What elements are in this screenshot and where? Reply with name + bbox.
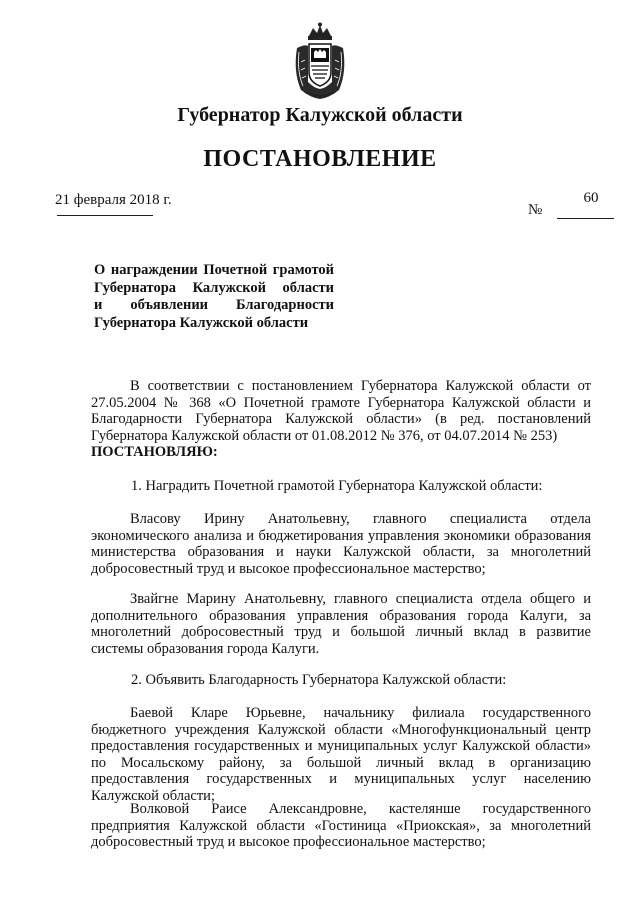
thanks-paragraph: Волковой Раисе Александровне, кастелянше государственного предприятия Калужской области «Гостиница «Приокская», за многолетний добросовестный труд и высокое профессиональное мастерство; (91, 801, 591, 851)
document-number: 60 (583, 190, 599, 206)
award-paragraph: Звайгне Марину Анатольевну, главного специалиста отдела общего и дополнительного образования управления образования города Калуги, за многолетний добросовестный труд и большой личный вклад в развитие системы образования города Калуги. (91, 591, 591, 657)
award-paragraph: Власову Ирину Анатольевну, главного специалиста отдела экономического анализа и бюджетирования управления экономики образования министерства образования и науки Калужской области, за многолетний добросовестный труд и высокое профессиональное мастерство; (91, 511, 591, 577)
subject-line: Губернатора Калужской области (94, 279, 334, 296)
document-type-title: ПОСТАНОВЛЕНИЕ (203, 146, 437, 172)
document-subject (94, 262, 334, 332)
subject-line: и объявлении Благодарности (94, 297, 334, 313)
preamble-paragraph (91, 378, 591, 461)
item-2-heading: 2. Объявить Благодарность Губернатора Калужской области: (131, 672, 507, 688)
number-underline (557, 218, 614, 219)
decree-word: ПОСТАНОВЛЯЮ: (91, 444, 218, 461)
coat-of-arms-emblem (291, 22, 349, 100)
issuing-authority: Губернатор Калужской области (177, 104, 463, 126)
item-1-heading: 1. Наградить Почетной грамотой Губернатора Калужской области: (131, 478, 543, 494)
subject-line: О награждении Почетной грамотой (94, 262, 334, 278)
subject-line: Губернатора Калужской области (94, 314, 309, 331)
number-sign: № (528, 202, 543, 218)
document-date: 21 февраля 2018 г. (55, 192, 172, 208)
preamble-text: В соответствии с постановлением Губернатора Калужской области от 27.05.2004 № 368 «О Почетной грамоте Губернатора Калужской области и Благодарности Губернатора Калужской области» (в ред. постановлений Губернатора Калужской области от 01.08.2012 № 376, от 04.07.2014 № 253) (91, 378, 591, 444)
date-underline (57, 215, 153, 216)
thanks-paragraph: Баевой Кларе Юрьевне, начальнику филиала государственного бюджетного учреждения Калужской области «Многофункциональный центр предоставления государственных и муниципальных услуг Калужской области» по Мосальскому району, за большой личный вклад в организацию предоставления государственных и муниципальных услуг населению Калужской области; (91, 705, 591, 804)
